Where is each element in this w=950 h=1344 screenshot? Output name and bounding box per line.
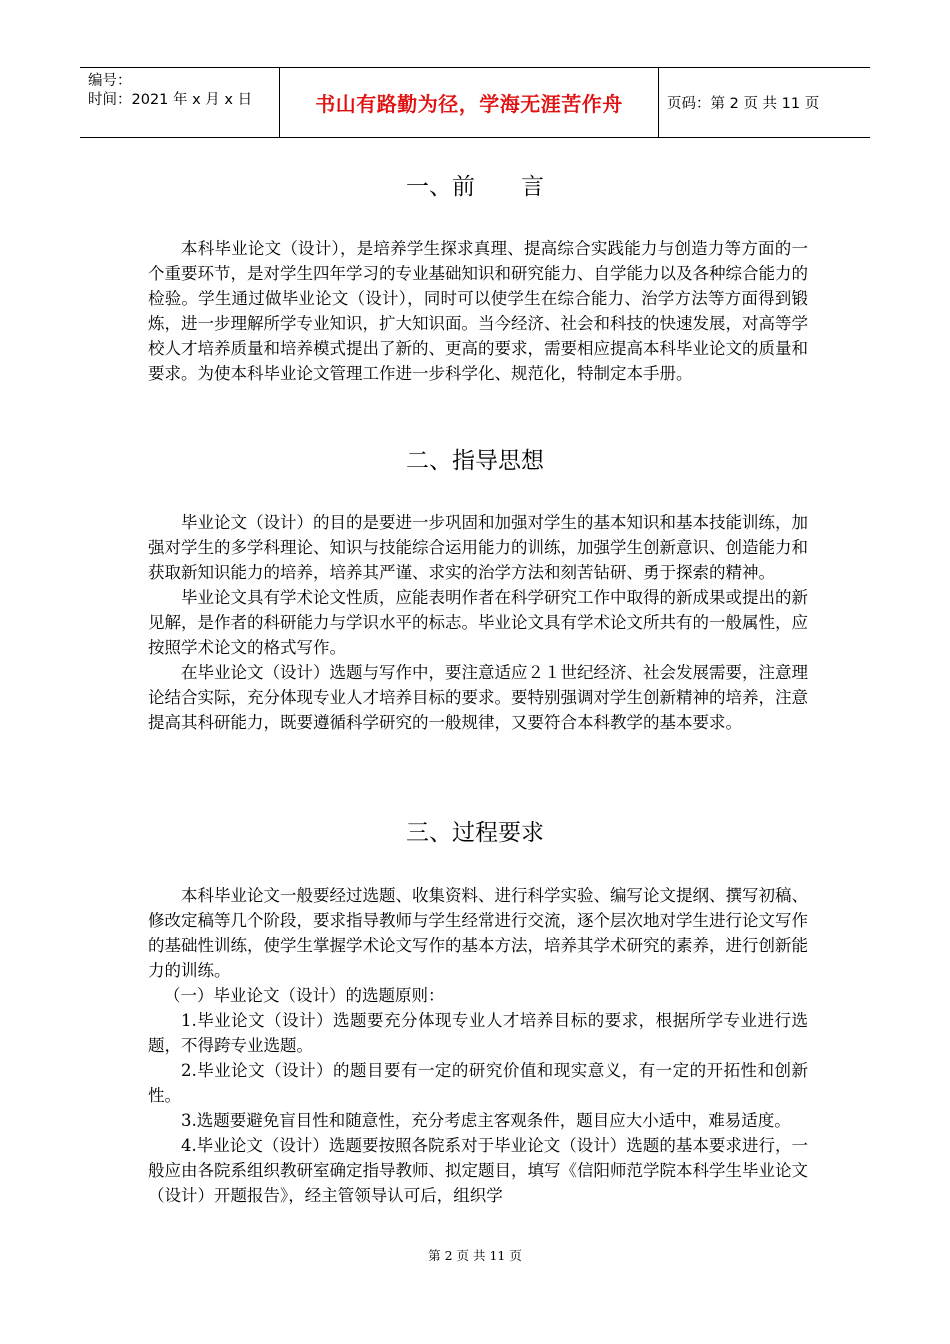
section-body-preface <box>148 236 808 386</box>
section-title-preface: 一、前 言 <box>406 174 544 200</box>
section-title-guiding-ideas: 二、指导思想 <box>406 448 544 474</box>
paragraph: 在毕业论文（设计）选题与写作中，要注意适应２１世纪经济、社会发展需要，注意理论结合实际，充分体现专业人才培养目标的要求。要特别强调对学生创新精神的培养，注意提高其科研能力，既要遵循科学研究的一般规律，又要符合本科教学的基本要求。 <box>148 663 808 732</box>
header-page-info: 页码：第 2 页 共 11 页 <box>667 96 820 112</box>
list-item: 1.毕业论文（设计）选题要充分体现专业人才培养目标的要求，根据所学专业进行选题，不得跨专业选题。 <box>148 1011 808 1055</box>
subsection-heading: （一）毕业论文（设计）的选题原则： <box>164 986 445 1005</box>
header-table <box>80 67 870 138</box>
paragraph: 毕业论文具有学术论文性质，应能表明作者在科学研究工作中取得的新成果或提出的新见解，是作者的科研能力与学识水平的标志。毕业论文具有学术论文所共有的一般属性，应按照学术论文的格式写作。 <box>148 588 808 657</box>
section-body-process-requirements <box>148 883 808 1208</box>
paragraph: 本科毕业论文（设计），是培养学生探求真理、提高综合实践能力与创造力等方面的一个重要环节，是对学生四年学习的专业基础知识和研究能力、自学能力以及各种综合能力的检验。学生通过做毕业论文（设计），同时可以使学生在综合能力、治学方法等方面得到锻炼，进一步理解所学专业知识，扩大知识面。当今经济、社会和科技的快速发展，对高等学校人才培养质量和培养模式提出了新的、更高的要求，需要相应提高本科毕业论文的质量和要求。为使本科毕业论文管理工作进一步科学化、规范化，特制定本手册。 <box>148 239 808 383</box>
paragraph: 毕业论文（设计）的目的是要进一步巩固和加强对学生的基本知识和基本技能训练，加强对学生的多学科理论、知识与技能综合运用能力的训练，加强学生创新意识、创造能力和获取新知识能力的培养，培养其严谨、求实的治学方法和刻苦钻研、勇于探索的精神。 <box>148 513 808 582</box>
header-meta-cell <box>80 68 280 137</box>
list-item: 4.毕业论文（设计）选题要按照各院系对于毕业论文（设计）选题的基本要求进行，一般应由各院系组织教研室确定指导教师、拟定题目，填写《信阳师范学院本科学生毕业论文（设计）开题报告》，经主管领导认可后，组织学 <box>148 1136 808 1205</box>
section-title-process-requirements: 三、过程要求 <box>406 820 544 846</box>
list-item: 2.毕业论文（设计）的题目要有一定的研究价值和现实意义，有一定的开拓性和创新性。 <box>148 1061 808 1105</box>
header-motto: 书山有路勤为径，学海无涯苦作舟 <box>280 68 659 137</box>
paragraph: 本科毕业论文一般要经过选题、收集资料、进行科学实验、编写论文提纲、撰写初稿、修改定稿等几个阶段，要求指导教师与学生经常进行交流，逐个层次地对学生进行论文写作的基础性训练，使学生掌握学术论文写作的基本方法，培养其学术研究的素养，进行创新能力的训练。 <box>148 886 808 980</box>
document-number-label: 编号： <box>88 73 132 89</box>
page-footer: 第 2 页 共 11 页 <box>428 1248 522 1263</box>
list-item: 3.选题要避免盲目性和随意性，充分考虑主客观条件，题目应大小适中，难易适度。 <box>181 1111 791 1130</box>
document-time-label: 时间：2021 年 x 月 x 日 <box>88 92 253 108</box>
section-body-guiding-ideas <box>148 510 808 735</box>
